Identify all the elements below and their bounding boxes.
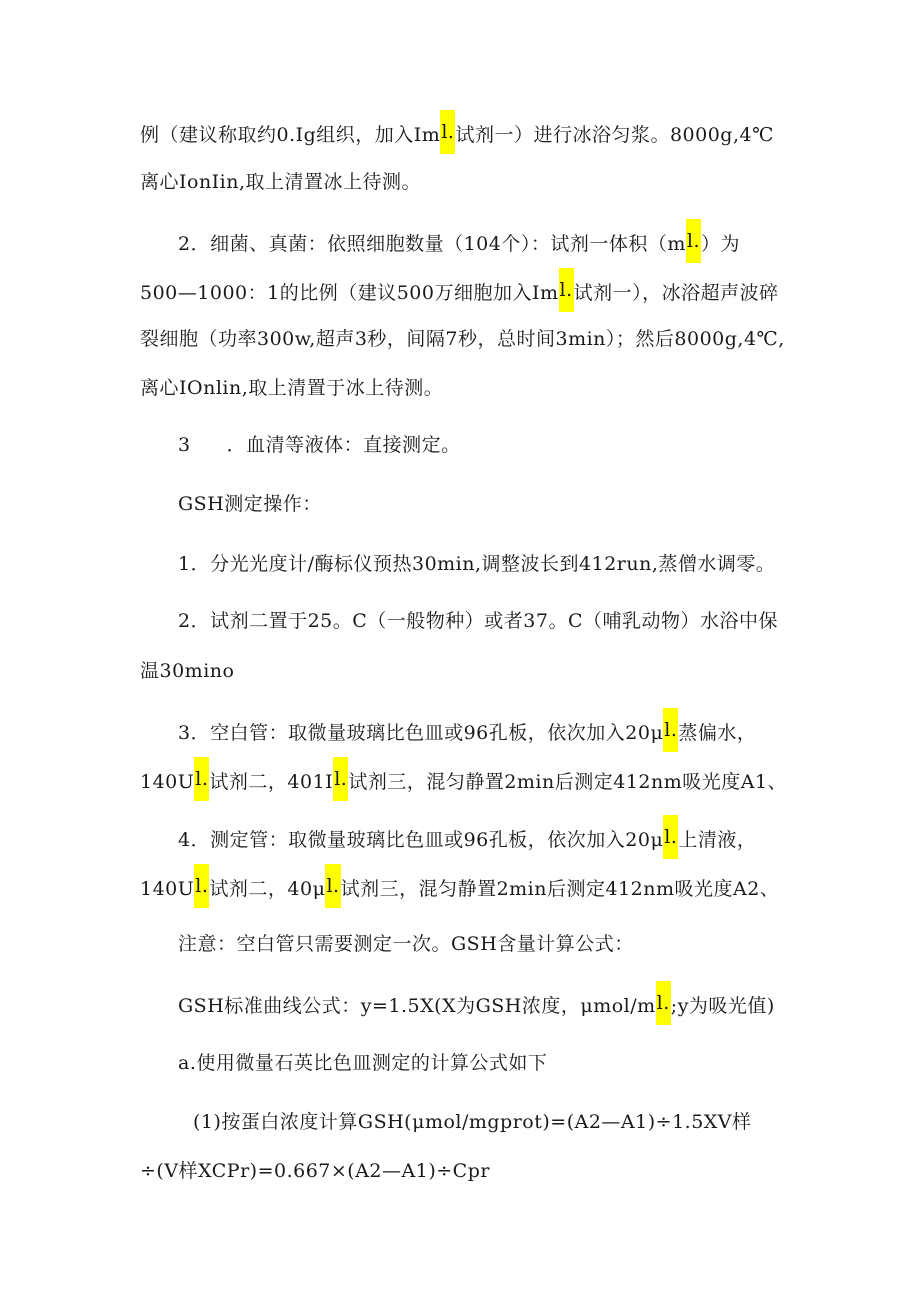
text-span: 试剂二，40μ	[209, 878, 326, 900]
step-1: 1．分光光度计/酶标仪预热30min,调整波长到412run,蒸僧水调零。	[178, 553, 776, 575]
highlight-mark: l.	[333, 757, 348, 801]
highlight-mark: l.	[325, 864, 340, 908]
highlight-mark: l.	[663, 815, 678, 859]
list-number: 3	[178, 434, 191, 456]
text-span: ;y为吸光值)	[670, 995, 775, 1017]
highlight-mark: l.	[440, 110, 455, 154]
text-span: 例（建议称取约0.Ig组织，加入Im	[140, 124, 441, 146]
paragraph-1-line-2: 离心IonIin,取上清置冰上待测。	[140, 171, 422, 193]
text-span: 2．细菌、真菌：依照细胞数量（104个）：试剂一体积（m	[178, 233, 686, 255]
text-span: 试剂三，混匀静置2min后测定412nm吸光度A2、	[340, 878, 780, 900]
text-span: 试剂一），冰浴超声波碎	[573, 282, 779, 304]
paragraph-2-line-3: 裂细胞（功率300w,超声3秒，间隔7秒，总时间3min）；然后8000g,4℃,	[140, 328, 785, 350]
paragraph-2-line-4: 离心IOnlin,取上清置于冰上待测。	[140, 377, 444, 399]
text-span: 140U	[140, 771, 195, 793]
text-span: 蒸偏水，	[678, 722, 757, 744]
highlight-mark: l.	[686, 219, 701, 263]
text-span: 试剂二，401I	[209, 771, 334, 793]
text-span: ．血清等液体：直接测定。	[226, 434, 461, 456]
highlight-mark: l.	[663, 708, 678, 752]
step-4-line-1	[178, 823, 756, 859]
step-4-line-2	[140, 872, 779, 908]
text-span: 3．空白管：取微量玻璃比色皿或96孔板，依次加入20μ	[178, 722, 664, 744]
text-span: ）为	[701, 233, 741, 255]
method-a-heading: a.使用微量石英比色皿测定的计算公式如下	[178, 1052, 548, 1074]
step-3-line-1	[178, 716, 756, 752]
paragraph-2-line-2	[140, 276, 779, 312]
text-span: GSH标准曲线公式：y=1.5X(X为GSH浓度，μmol/m	[178, 995, 656, 1017]
highlight-mark: l.	[194, 757, 209, 801]
highlight-mark: l.	[656, 981, 671, 1025]
text-span: 140U	[140, 878, 195, 900]
text-span: 上清液，	[678, 829, 757, 851]
step-2-line-1: 2．试剂二置于25。C（一般物种）或者37。C（哺乳动物）水浴中保	[178, 610, 779, 632]
note-paragraph: 注意：空白管只需要测定一次。GSH含量计算公式：	[178, 933, 634, 955]
formula-1-line-1: (1)按蛋白浓度计算GSH(μmol/mgprot)=(A2—A1)÷1.5XV样	[193, 1111, 752, 1133]
text-span: 500—1000：1的比例（建议500万细胞加入Im	[140, 282, 559, 304]
highlight-mark: l.	[559, 268, 574, 312]
step-3-line-2	[140, 765, 787, 801]
section-heading-gsh: GSH测定操作：	[178, 493, 322, 515]
text-span: 试剂一）进行冰浴匀浆。8000g,4℃	[455, 124, 774, 146]
highlight-mark: l.	[194, 864, 209, 908]
text-span: 4．测定管：取微量玻璃比色皿或96孔板，依次加入20μ	[178, 829, 664, 851]
paragraph-1-line-1	[140, 118, 774, 154]
paragraph-3	[178, 431, 461, 459]
standard-curve-formula	[178, 989, 775, 1025]
paragraph-2-line-1	[178, 227, 740, 263]
step-2-line-2: 温30mino	[140, 660, 235, 682]
text-span: 试剂三，混匀静置2min后测定412nm吸光度A1、	[348, 771, 788, 793]
formula-1-line-2: ÷(V样XCPr)=0.667×(A2—A1)÷Cpr	[140, 1160, 490, 1182]
